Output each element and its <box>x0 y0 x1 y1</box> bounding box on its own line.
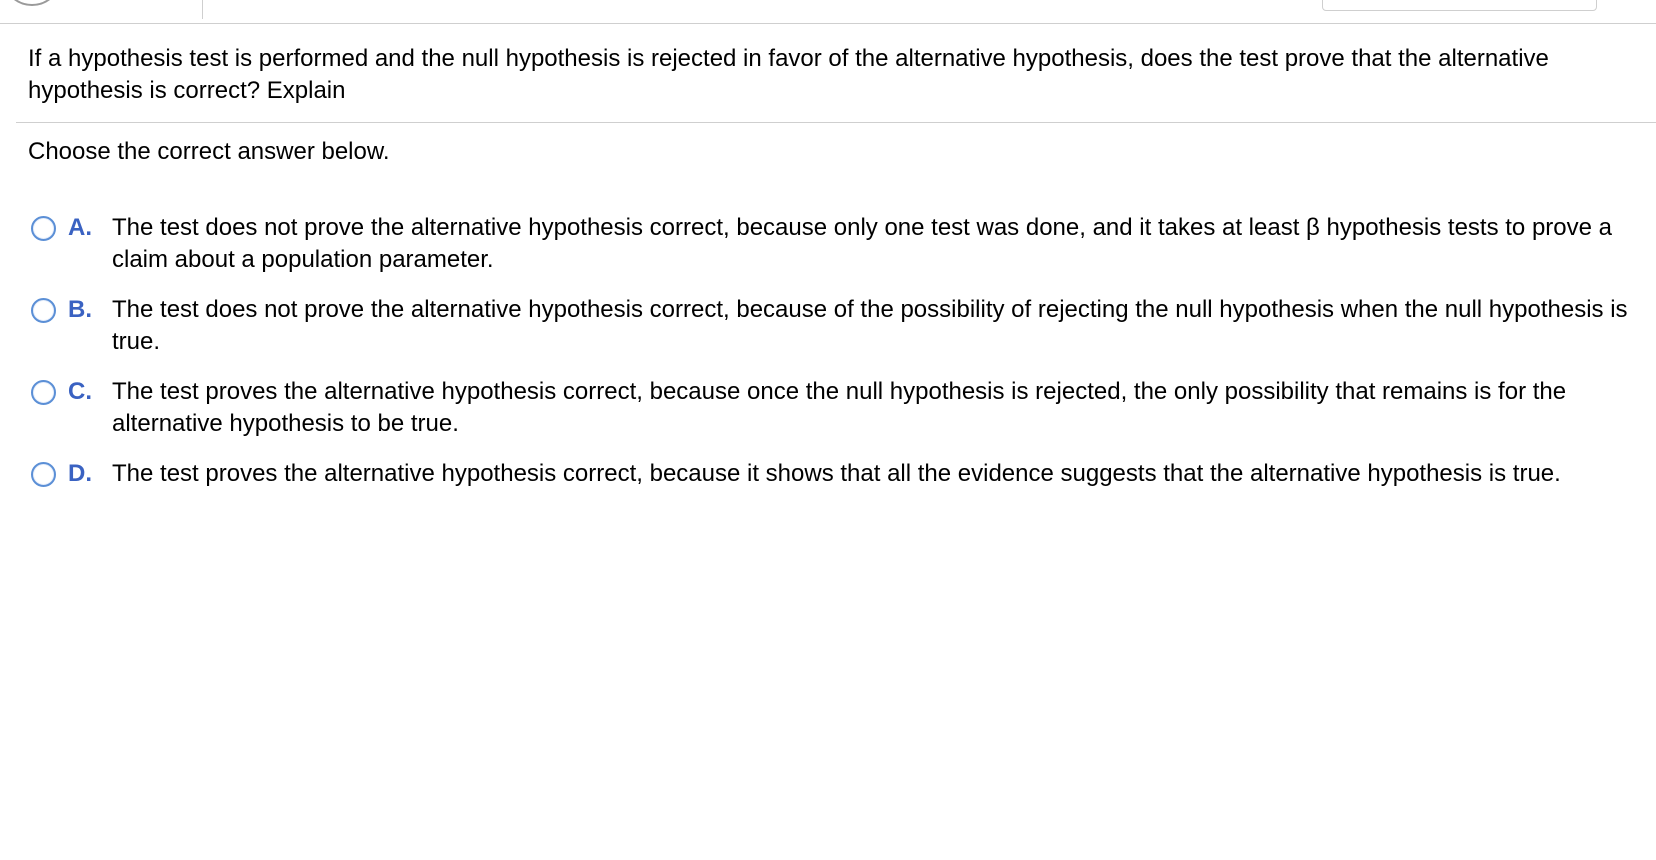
instruction-text: Choose the correct answer below. <box>28 138 390 165</box>
answer-options <box>28 212 1638 508</box>
option-letter: A. <box>68 214 92 241</box>
option-text: The test proves the alternative hypothesis correct, because it shows that all the evidence suggests that the alternative hypothesis is true. <box>112 460 1561 487</box>
radio-button-d[interactable] <box>31 462 56 487</box>
toolbar-circle-button[interactable] <box>2 0 62 6</box>
divider <box>16 122 1656 123</box>
radio-button-b[interactable] <box>31 298 56 323</box>
option-letter: D. <box>68 460 92 487</box>
option-text: The test does not prove the alternative hypothesis correct, because of the possibility of rejecting the null hypothesis when the null hypothesis is true. <box>112 296 1628 355</box>
question-text: If a hypothesis test is performed and the null hypothesis is rejected in favor of the alternative hypothesis, does the test prove that the alternative hypothesis is correct? Explain <box>28 45 1549 104</box>
radio-button-a[interactable] <box>31 216 56 241</box>
option-letter: C. <box>68 378 92 405</box>
radio-button-c[interactable] <box>31 380 56 405</box>
option-c[interactable] <box>28 376 1638 440</box>
top-toolbar <box>0 0 1656 24</box>
option-text: The test proves the alternative hypothesis correct, because once the null hypothesis is rejected, the only possibility that remains is for the alternative hypothesis to be true. <box>112 378 1567 437</box>
option-a[interactable] <box>28 212 1638 276</box>
option-letter: B. <box>68 296 92 323</box>
toolbar-box[interactable] <box>1322 0 1597 11</box>
option-text: The test does not prove the alternative hypothesis correct, because only one test was done, and it takes at least β hypothesis tests to prove a claim about a population parameter. <box>112 214 1612 273</box>
option-b[interactable] <box>28 294 1638 358</box>
option-d[interactable] <box>28 458 1638 490</box>
toolbar-divider <box>202 0 203 19</box>
